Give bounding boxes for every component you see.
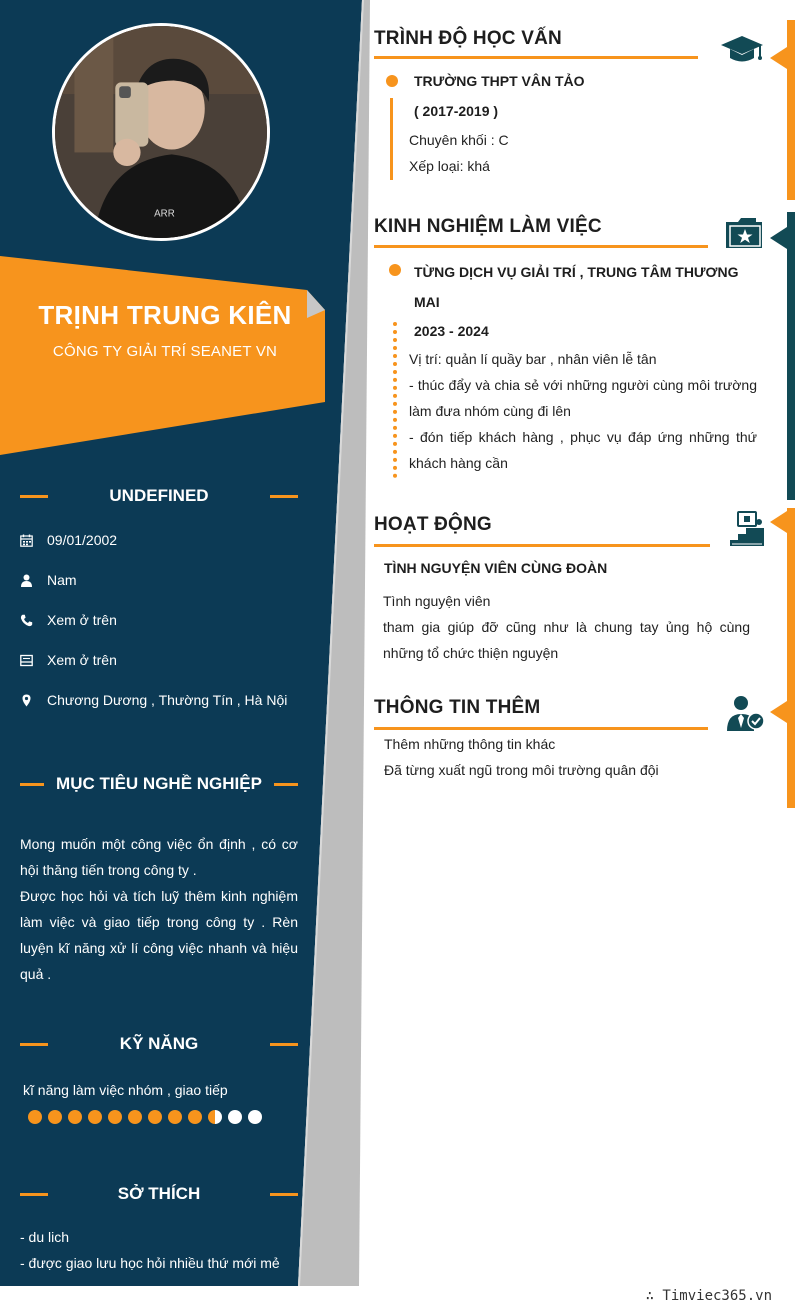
hobbies-heading-text: SỞ THÍCH [117,1184,201,1203]
education-detail: Xếp loại: khá [409,158,490,174]
activity-title: TÌNH NGUYỆN VIÊN CÙNG ĐOÀN [384,560,608,576]
education-underline [374,56,698,59]
graduation-cap-icon [720,34,764,69]
extra-edge-arrow [770,701,787,723]
skill-dot [208,1110,222,1124]
skill-dot [48,1110,62,1124]
education-edge-arrow [770,47,787,69]
skill-dot [128,1110,142,1124]
objective-text [20,831,298,987]
skill-dot [68,1110,82,1124]
activities-edge-arrow [770,511,787,533]
skill-name: kĩ năng làm việc nhóm , giao tiếp [23,1082,228,1098]
activities-underline [374,544,710,547]
experience-period: 2023 - 2024 [414,323,489,339]
activities-edge-bar [787,508,795,808]
experience-details [409,346,757,476]
svg-text:ARR: ARR [154,208,175,220]
user-icon [20,574,47,587]
activity-details [383,588,750,666]
gender-value: Nam [47,572,77,588]
address-value: Chương Dương , Thường Tín , Hà Nội [47,692,288,708]
activity-line: tham gia giúp đỡ cũng như là chung tay ủng hộ cùng những tổ chức thiện nguyện [383,619,750,661]
experience-edge-arrow [770,227,787,249]
school-period: ( 2017-2019 ) [414,103,499,119]
calendar-icon [20,534,47,547]
personal-info-heading-text: UNDEFINED [109,486,209,505]
school-name: TRƯỜNG THPT VÂN TẢO [414,73,585,89]
person-name: TRỊNH TRUNG KIÊN [38,300,292,330]
skills-heading-text: KỸ NĂNG [119,1034,199,1053]
education-edge-bar [787,20,795,200]
skill-dot [188,1110,202,1124]
skill-dot [148,1110,162,1124]
skills-heading [20,1032,298,1056]
experience-bullet [389,264,401,276]
experience-company: TỪNG DỊCH VỤ GIẢI TRÍ , TRUNG TÂM THƯƠNG MAI [414,264,739,310]
profile-photo [52,23,270,241]
address-row [20,690,287,710]
objective-line: Mong muốn một công việc ổn định , có cơ hội thăng tiến trong công ty . [20,836,298,878]
phone-row [20,610,117,630]
experience-underline [374,245,708,248]
education-detail: Chuyên khối : C [409,132,509,148]
user-check-icon [726,694,766,737]
activity-line: Tình nguyện viên [383,593,491,609]
experience-timeline [393,322,397,478]
education-timeline [390,98,393,180]
objective-heading-text: MỤC TIÊU NGHỀ NGHIỆP [56,774,262,793]
birthdate-row [20,530,117,550]
phone-value: Xem ở trên [47,612,117,628]
extra-info-line: Thêm những thông tin khác [384,736,556,752]
skill-dot [168,1110,182,1124]
experience-line: - đón tiếp khách hàng , phục vụ đáp ứng những thứ khách hàng cần [409,429,757,471]
skill-dot [228,1110,242,1124]
skill-rating [28,1110,262,1124]
education-bullet [386,75,398,87]
hobby-item: - du lich [20,1229,70,1245]
gender-row [20,570,77,590]
birthdate-value: 09/01/2002 [47,532,118,548]
location-pin-icon [20,694,47,707]
email-row [20,650,117,670]
hobby-item: - được giao lưu học hỏi nhiều thứ mới mẻ [20,1255,280,1271]
skill-dot [88,1110,102,1124]
experience-line: - thúc đẩy và chia sẻ với những người cùng môi trường làm đưa nhóm cùng đi lên [409,377,757,419]
activities-title: HOẠT ĐỘNG [374,514,492,535]
objective-line: Được học hỏi và tích luỹ thêm kinh nghiệm làm việc và giao tiếp trong công ty . Rèn luyện kĩ năng xử lí công việc nhanh và hiệu quả . [20,888,298,982]
experience-edge-bar [787,212,795,500]
hobbies-heading [20,1182,298,1206]
education-title: TRÌNH ĐỘ HỌC VẤN [374,28,562,49]
skill-dot [108,1110,122,1124]
experience-line: Vị trí: quản lí quầy bar , nhân viên lễ tân [409,351,657,367]
experience-title: KINH NGHIỆM LÀM VIỆC [374,216,602,237]
objective-heading [20,772,298,796]
extra-info-details [384,731,659,783]
site-watermark: ∴ Timviec365.vn [645,1288,772,1304]
person-company: CÔNG TY GIẢI TRÍ SEANET VN [52,343,278,360]
extra-info-title: THÔNG TIN THÊM [374,697,541,718]
skill-dot [248,1110,262,1124]
extra-info-underline [374,727,708,730]
stairs-podium-icon [728,510,766,553]
hobbies-list [20,1224,298,1276]
folder-star-icon [724,216,764,255]
email-icon [20,654,47,667]
skill-dot [28,1110,42,1124]
personal-info-heading [20,484,298,508]
email-value: Xem ở trên [47,652,117,668]
extra-info-line: Đã từng xuất ngũ trong môi trường quân đội [384,762,659,778]
phone-icon [20,614,47,627]
